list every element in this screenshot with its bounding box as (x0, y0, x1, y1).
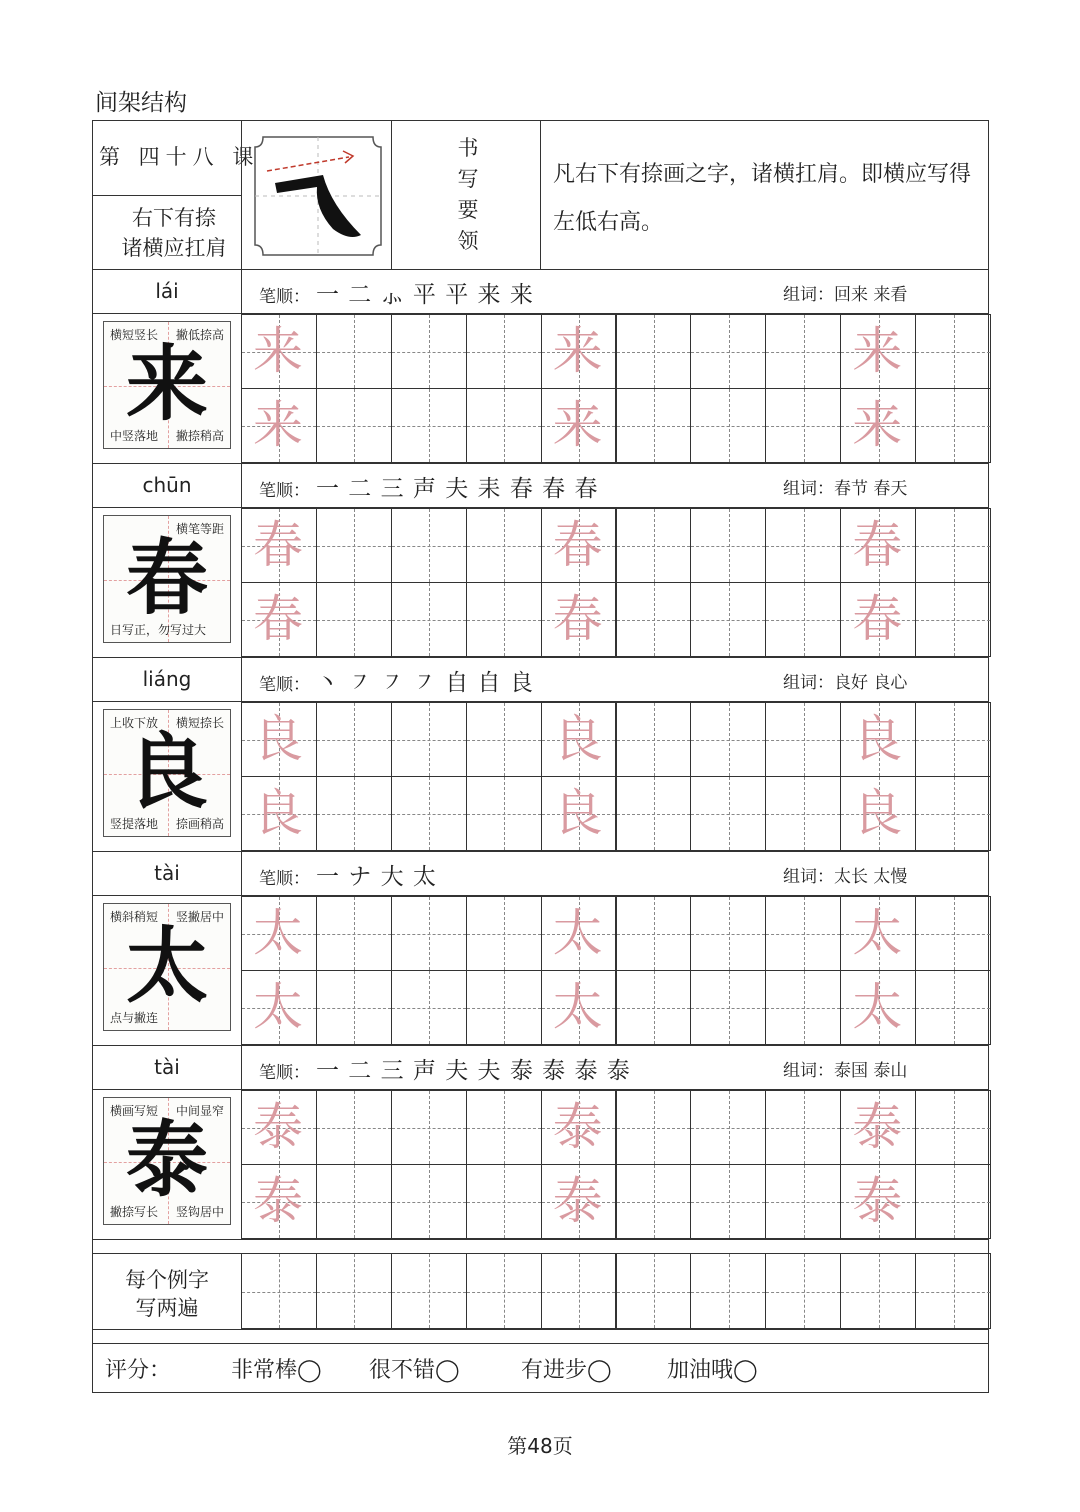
practice-cell[interactable] (316, 970, 392, 1045)
practice-cell[interactable] (616, 508, 692, 583)
practice-cell[interactable] (316, 582, 392, 657)
practice-cell[interactable] (915, 776, 991, 851)
req-char-2: 写 (457, 167, 479, 191)
practice-cell[interactable] (915, 1164, 991, 1239)
note-top-right: 中间显窄 (175, 1104, 224, 1118)
note-bottom-left: 日写正，勿写过大 (110, 623, 207, 637)
practice-cell[interactable] (391, 388, 467, 463)
trace-character: 春 (852, 590, 903, 648)
trace-character: 良 (852, 784, 903, 842)
trace-character: 良 (552, 784, 603, 842)
practice-cell[interactable] (616, 776, 692, 851)
practice-cell[interactable] (690, 970, 766, 1045)
practice-cell[interactable] (915, 896, 991, 971)
practice-cell[interactable] (765, 702, 841, 777)
guide-line (954, 1165, 955, 1238)
practice-cell[interactable] (690, 508, 766, 583)
guide-line (729, 1091, 730, 1164)
practice-cell[interactable] (765, 388, 841, 463)
divider (241, 269, 242, 313)
divider (93, 657, 988, 658)
guide-line (804, 1165, 805, 1238)
guide-line (954, 703, 955, 776)
trace-character: 春 (552, 516, 603, 574)
practice-cell[interactable] (616, 582, 692, 657)
guide-line (354, 315, 355, 388)
trace-character: 太 (552, 978, 603, 1036)
guide-line (729, 509, 730, 582)
stroke-sequence: 丶 ㇇ ㇇ ㇇ 自 自 良 (316, 670, 534, 696)
practice-cell[interactable] (466, 1090, 542, 1165)
stroke-order (259, 470, 599, 503)
guide-line (504, 1165, 505, 1238)
guide-line (654, 1254, 655, 1328)
note-bottom-left: 中竖落地 (110, 429, 159, 443)
word-examples (783, 1056, 907, 1081)
guide-line (429, 1254, 430, 1328)
divider (241, 851, 242, 895)
practice-cell[interactable] (765, 776, 841, 851)
practice-cell[interactable] (616, 1090, 692, 1165)
guide-line (354, 509, 355, 582)
example-stroke-frame (253, 135, 383, 257)
trace-character: 泰 (253, 1098, 303, 1156)
guide-line (729, 389, 730, 462)
lesson-number: 第 四十八 课 (99, 145, 260, 169)
practice-cell[interactable] (466, 1164, 542, 1239)
writing-requirements-label (448, 133, 488, 257)
guide-line (504, 509, 505, 582)
practice-cell[interactable] (616, 388, 692, 463)
word-examples (783, 474, 907, 499)
divider (93, 1239, 988, 1240)
guide-line (804, 315, 805, 388)
trace-character: 春 (253, 590, 303, 648)
practice-cell[interactable] (765, 582, 841, 657)
model-character-box (103, 321, 231, 449)
practice-cell[interactable] (915, 582, 991, 657)
divider (241, 657, 242, 701)
practice-cell[interactable] (765, 508, 841, 583)
practice-cell[interactable] (391, 970, 467, 1045)
guide-line (729, 971, 730, 1044)
subtitle-line1: 右下有捺 (132, 206, 216, 230)
trace-character: 春 (552, 590, 603, 648)
guide-line (429, 1091, 430, 1164)
practice-cell[interactable] (466, 776, 542, 851)
guide-line (504, 315, 505, 388)
word-examples-label: 组词： (783, 673, 834, 693)
guide-line (354, 1254, 355, 1328)
trace-character: 太 (852, 904, 903, 962)
practice-label-line2: 写两遍 (135, 1296, 199, 1320)
score-option-excellent[interactable]: 非常棒◯ (231, 1358, 322, 1383)
guide-line (654, 583, 655, 656)
word-examples-label: 组词： (783, 479, 834, 499)
guide-line (729, 703, 730, 776)
guide-line (729, 1254, 730, 1328)
stroke-sequence: 一 ナ 大 太 (316, 864, 437, 890)
guide-line (654, 1091, 655, 1164)
guide-line (354, 389, 355, 462)
practice-cell[interactable] (316, 896, 392, 971)
practice-label-line1: 每个例字 (125, 1268, 209, 1292)
practice-cell[interactable] (391, 702, 467, 777)
guide-line (729, 777, 730, 850)
practice-cell[interactable] (466, 896, 542, 971)
practice-label (93, 1266, 241, 1322)
divider (93, 269, 988, 270)
note-bottom-left: 竖提落地 (110, 817, 159, 831)
note-top-right: 撇低捺高 (175, 328, 224, 342)
guide-line (804, 509, 805, 582)
guide-line (654, 389, 655, 462)
guide-line (654, 897, 655, 970)
req-char-3: 要 (457, 198, 479, 222)
practice-cell[interactable] (690, 896, 766, 971)
guide-line (429, 583, 430, 656)
guide-line (804, 1091, 805, 1164)
guide-line (354, 897, 355, 970)
stroke-order (259, 858, 437, 891)
practice-cell[interactable] (466, 314, 542, 389)
pinyin: tài (154, 1055, 180, 1079)
trace-character: 太 (852, 978, 903, 1036)
trace-character: 泰 (552, 1172, 603, 1230)
pinyin: tài (154, 861, 180, 885)
practice-cell[interactable] (915, 388, 991, 463)
guide-line (954, 583, 955, 656)
guide-line (654, 315, 655, 388)
divider (93, 1329, 988, 1330)
practice-cell[interactable] (765, 314, 841, 389)
note-bottom-left: 撇捺写长 (110, 1205, 159, 1219)
practice-cell[interactable] (466, 702, 542, 777)
word-examples-label: 组词： (783, 1061, 834, 1081)
guide-line (729, 583, 730, 656)
trace-character: 来 (552, 396, 603, 454)
guide-line (804, 971, 805, 1044)
practice-cell[interactable] (391, 896, 467, 971)
practice-cell[interactable] (690, 314, 766, 389)
note-top-right: 横短捺长 (175, 716, 224, 730)
req-char-4: 领 (457, 229, 479, 253)
guide-line (729, 1165, 730, 1238)
guide-line (354, 971, 355, 1044)
model-character-box (103, 1097, 231, 1225)
guide-line (354, 583, 355, 656)
score-option-progress[interactable]: 有进步◯ (521, 1358, 612, 1383)
practice-cell[interactable] (690, 388, 766, 463)
model-character: 太 (125, 919, 208, 1014)
guide-line (429, 315, 430, 388)
trace-character: 来 (852, 396, 903, 454)
example-stroke-box (253, 135, 383, 257)
word-examples-text: 良好 良心 (834, 673, 908, 693)
practice-cell[interactable] (840, 1253, 916, 1329)
practice-cell[interactable] (466, 582, 542, 657)
stroke-order (259, 664, 534, 697)
guide-line (954, 315, 955, 388)
practice-cell[interactable] (616, 1253, 692, 1329)
note-bottom-right: 捺画稍高 (175, 817, 224, 831)
note-top-left: 横画写短 (110, 1104, 159, 1118)
section-title: 间架结构 (95, 90, 187, 116)
practice-cell[interactable] (690, 1253, 766, 1329)
guide-line (504, 703, 505, 776)
trace-character: 太 (253, 904, 303, 962)
stroke-sequence: 一 二 ⺗ 平 平 来 来 (316, 282, 534, 308)
guide-line (429, 971, 430, 1044)
practice-cell[interactable] (466, 1253, 542, 1329)
trace-character: 来 (852, 322, 903, 380)
practice-cell[interactable] (690, 1164, 766, 1239)
score-label: 评分： (105, 1358, 172, 1383)
guide-line (954, 1254, 955, 1328)
practice-cell[interactable] (316, 1164, 392, 1239)
guide-line (729, 897, 730, 970)
lesson-subtitle (109, 203, 239, 263)
guide-line (504, 1254, 505, 1328)
guide-line (429, 897, 430, 970)
practice-cell[interactable] (241, 1253, 317, 1329)
guide-line (654, 1165, 655, 1238)
guide-line (654, 703, 655, 776)
practice-cell[interactable] (616, 314, 692, 389)
trace-character: 来 (552, 322, 603, 380)
guide-line (279, 1254, 280, 1328)
guide-line (804, 897, 805, 970)
practice-cell[interactable] (391, 1253, 467, 1329)
practice-cell[interactable] (616, 1164, 692, 1239)
practice-cell[interactable] (765, 1253, 841, 1329)
practice-cell[interactable] (316, 314, 392, 389)
guide-line (804, 1254, 805, 1328)
trace-character: 泰 (852, 1172, 903, 1230)
score-option-keep-going[interactable]: 加油哦◯ (667, 1358, 758, 1383)
practice-cell[interactable] (316, 1253, 392, 1329)
note-bottom-left: 点与撇连 (110, 1011, 159, 1025)
practice-cell[interactable] (616, 896, 692, 971)
guide-line (354, 1165, 355, 1238)
guide-line (354, 703, 355, 776)
divider (241, 463, 242, 507)
guide-line (654, 777, 655, 850)
word-examples-text: 回来 来看 (834, 285, 908, 305)
divider (93, 1045, 988, 1046)
writing-rule: 凡右下有捺画之字，诸横扛肩。即横应写得左低右高。 (553, 162, 972, 235)
word-examples (783, 668, 907, 693)
note-top-left: 横短竖长 (110, 328, 159, 342)
note-top-right: 横笔等距 (175, 522, 224, 536)
guide-line (954, 971, 955, 1044)
word-examples (783, 862, 907, 887)
practice-cell[interactable] (915, 508, 991, 583)
stroke-order-label: 笔顺： (259, 675, 310, 695)
guide-line (804, 389, 805, 462)
practice-cell[interactable] (391, 314, 467, 389)
stroke-order-label: 笔顺： (259, 481, 310, 501)
divider (241, 121, 242, 269)
divider (93, 851, 988, 852)
practice-cell[interactable] (391, 776, 467, 851)
guide-line (354, 777, 355, 850)
guide-line (579, 1254, 580, 1328)
stroke-order-label: 笔顺： (259, 287, 310, 307)
word-examples-text: 太长 太慢 (834, 867, 908, 887)
practice-cell[interactable] (765, 970, 841, 1045)
practice-cell[interactable] (915, 314, 991, 389)
model-character: 良 (125, 725, 208, 820)
word-examples-label: 组词： (783, 285, 834, 305)
practice-cell[interactable] (316, 702, 392, 777)
practice-cell[interactable] (466, 508, 542, 583)
divider (93, 1343, 988, 1344)
practice-cell[interactable] (915, 1253, 991, 1329)
practice-cell[interactable] (391, 582, 467, 657)
trace-character: 春 (253, 516, 303, 574)
note-bottom-right: 竖钩居中 (175, 1205, 224, 1219)
stroke-order-label: 笔顺： (259, 1063, 310, 1083)
trace-character: 春 (852, 516, 903, 574)
note-bottom-right: 撇捺稍高 (175, 429, 224, 443)
note-top-left: 横斜稍短 (110, 910, 159, 924)
guide-line (429, 1165, 430, 1238)
guide-line (729, 315, 730, 388)
pinyin: chūn (142, 473, 192, 497)
trace-character: 良 (552, 710, 603, 768)
divider (540, 121, 541, 269)
practice-cell[interactable] (765, 1164, 841, 1239)
guide-line (504, 389, 505, 462)
trace-character: 良 (852, 710, 903, 768)
trace-character: 太 (253, 978, 303, 1036)
trace-character: 泰 (852, 1098, 903, 1156)
guide-line (504, 897, 505, 970)
practice-cell[interactable] (915, 970, 991, 1045)
trace-character: 太 (552, 904, 603, 962)
model-character: 泰 (125, 1113, 208, 1208)
guide-line (804, 703, 805, 776)
divider (241, 1045, 242, 1089)
model-character-box (103, 903, 231, 1031)
practice-cell[interactable] (616, 970, 692, 1045)
guide-line (429, 703, 430, 776)
divider (93, 195, 241, 196)
guide-line (504, 1091, 505, 1164)
practice-cell[interactable] (765, 1090, 841, 1165)
stroke-sequence: 一 二 三 声 夫 耒 春 春 春 (316, 476, 599, 502)
guide-line (654, 509, 655, 582)
worksheet (92, 120, 989, 1393)
note-top-left: 上收下放 (110, 716, 159, 730)
word-examples (783, 280, 907, 305)
practice-cell[interactable] (690, 702, 766, 777)
trace-character: 良 (253, 710, 303, 768)
stroke-order (259, 276, 534, 309)
subtitle-line2: 诸横应扛肩 (121, 236, 227, 260)
guide-line (804, 583, 805, 656)
practice-cell[interactable] (690, 1090, 766, 1165)
trace-character: 泰 (552, 1098, 603, 1156)
guide-line (354, 1091, 355, 1164)
practice-cell[interactable] (316, 388, 392, 463)
practice-cell[interactable] (466, 970, 542, 1045)
stroke-order-label: 笔顺： (259, 869, 310, 889)
page-number: 第48页 (507, 1434, 573, 1458)
practice-cell[interactable] (915, 1090, 991, 1165)
score-option-good[interactable]: 很不错◯ (369, 1358, 460, 1383)
trace-character: 良 (253, 784, 303, 842)
guide-line (504, 971, 505, 1044)
guide-line (504, 777, 505, 850)
trace-character: 来 (253, 396, 303, 454)
practice-cell[interactable] (466, 388, 542, 463)
stroke-order (259, 1052, 631, 1085)
stroke-sequence: 一 二 三 声 夫 夫 泰 泰 泰 泰 (316, 1058, 631, 1084)
guide-line (954, 1091, 955, 1164)
practice-cell[interactable] (690, 776, 766, 851)
note-top-right: 竖撇居中 (175, 910, 224, 924)
practice-cell[interactable] (915, 702, 991, 777)
guide-line (954, 509, 955, 582)
model-character-box (103, 515, 231, 643)
divider (391, 121, 392, 269)
practice-cell[interactable] (391, 1164, 467, 1239)
practice-cell[interactable] (616, 702, 692, 777)
pinyin: liáng (142, 667, 192, 691)
model-character: 来 (125, 337, 208, 432)
practice-cell[interactable] (316, 1090, 392, 1165)
guide-line (429, 509, 430, 582)
guide-line (429, 777, 430, 850)
practice-cell[interactable] (316, 508, 392, 583)
model-character: 春 (125, 531, 208, 626)
practice-cell[interactable] (391, 1090, 467, 1165)
word-examples-text: 春节 春天 (834, 479, 908, 499)
guide-line (429, 389, 430, 462)
guide-line (504, 583, 505, 656)
guide-line (954, 897, 955, 970)
guide-line (804, 777, 805, 850)
model-character-box (103, 709, 231, 837)
req-char-1: 书 (457, 136, 479, 160)
practice-cell[interactable] (391, 508, 467, 583)
practice-cell[interactable] (690, 582, 766, 657)
practice-cell[interactable] (316, 776, 392, 851)
guide-line (654, 971, 655, 1044)
word-examples-label: 组词： (783, 867, 834, 887)
practice-cell[interactable] (541, 1253, 617, 1329)
divider (93, 463, 988, 464)
guide-line (954, 777, 955, 850)
trace-character: 泰 (253, 1172, 303, 1230)
word-examples-text: 泰国 泰山 (834, 1061, 908, 1081)
trace-character: 来 (253, 322, 303, 380)
guide-line (954, 389, 955, 462)
pinyin: lái (155, 279, 179, 303)
practice-cell[interactable] (765, 896, 841, 971)
guide-line (879, 1254, 880, 1328)
